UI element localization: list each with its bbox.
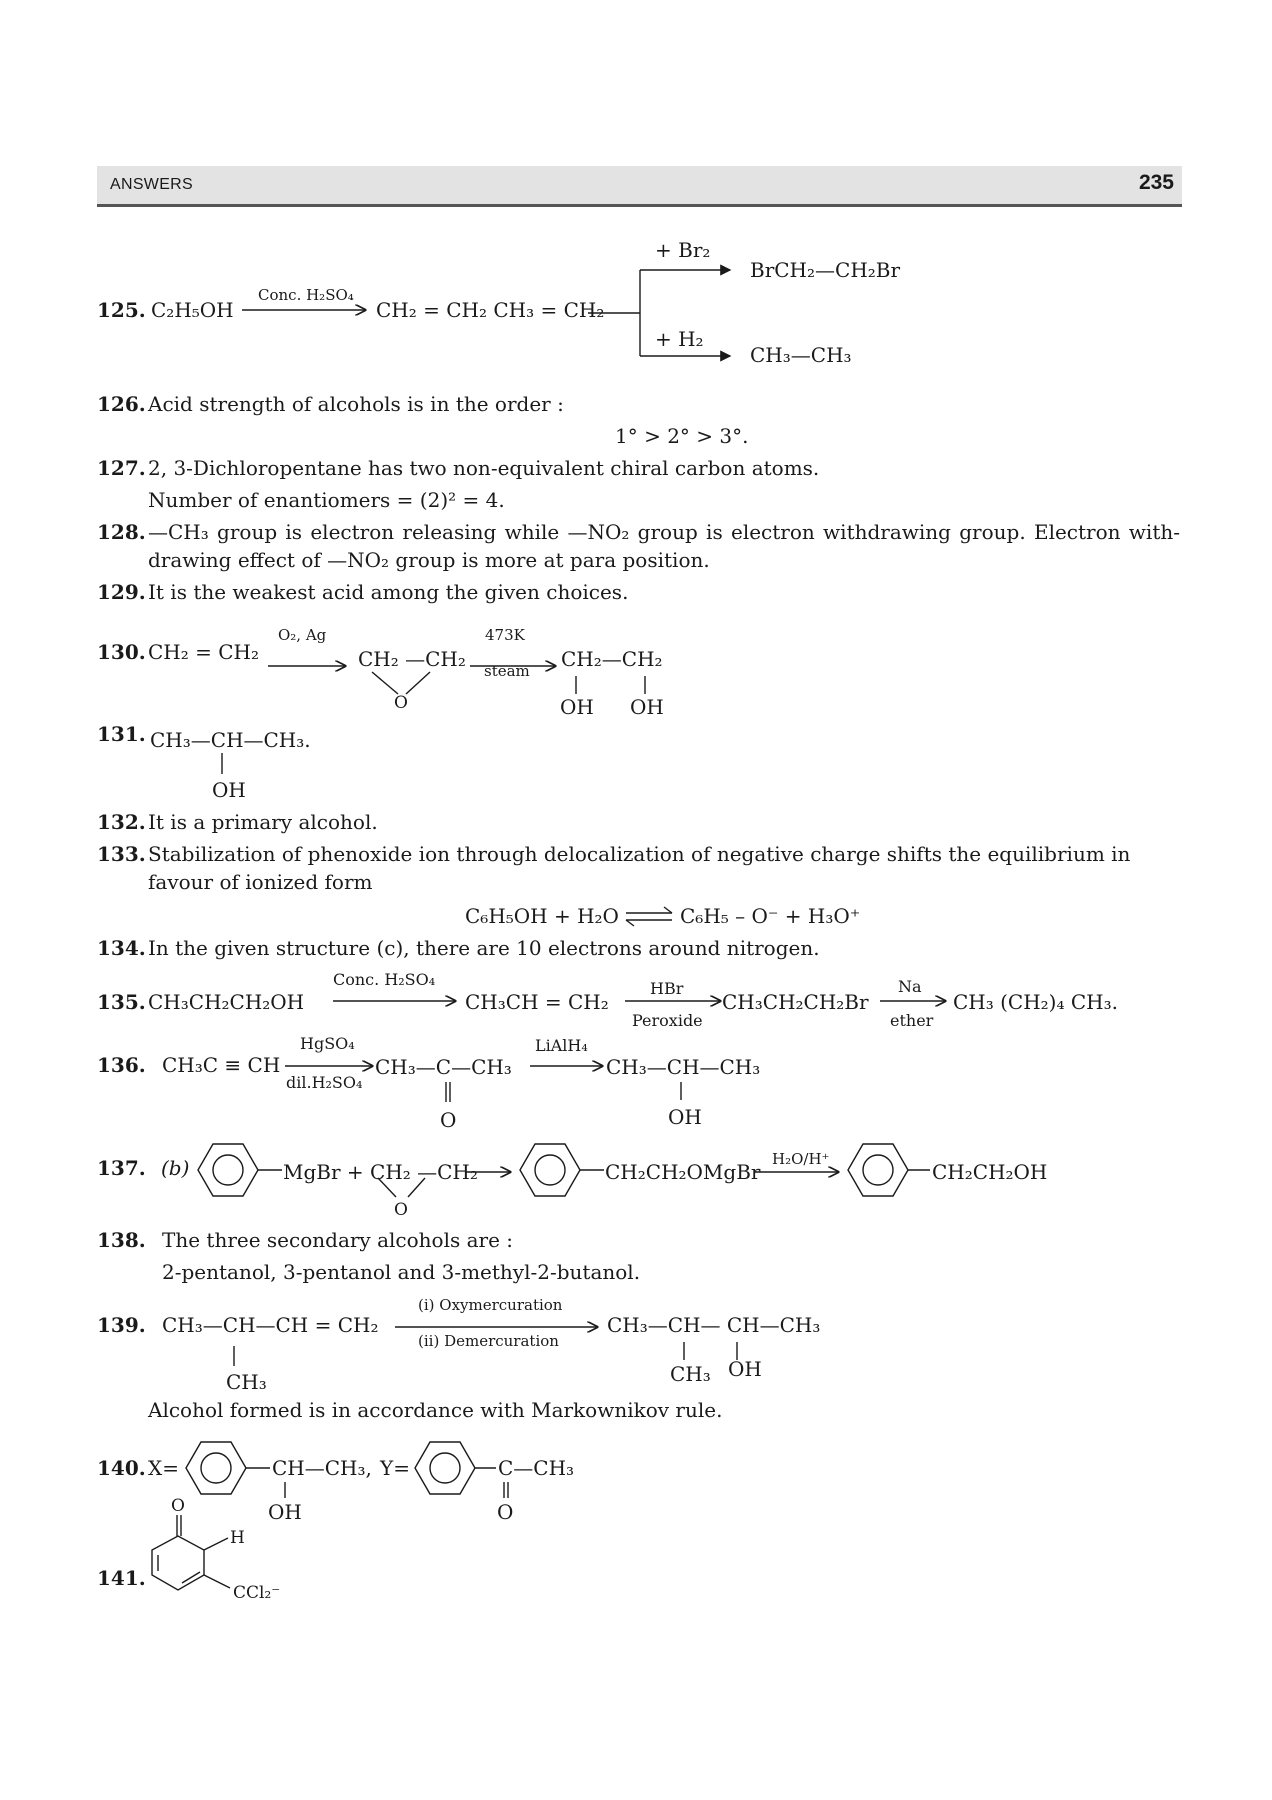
q141-oxygen: O [171, 1496, 185, 1516]
item-number: 132. [97, 810, 146, 834]
q130-epoxide-bond-right [406, 672, 430, 694]
q133-left: C₆H₅OH + H₂O [465, 904, 619, 928]
q140-benzene-circle-y [430, 1453, 460, 1483]
item-number: 131. [97, 722, 146, 746]
q135-reactant: CH₃CH₂CH₂OH [148, 990, 305, 1014]
q129-text: It is the weakest acid among the given choices. [148, 580, 629, 604]
q126-text: Acid strength of alcohols is in the order : [148, 392, 564, 416]
q141-h-bond [204, 1538, 228, 1550]
page-number: 235 [1138, 171, 1174, 194]
q136-product2: CH₃—CH—CH₃ [606, 1055, 761, 1079]
q137-benzene-ring-3 [848, 1144, 908, 1196]
item-number: 127. [97, 456, 146, 480]
q139-note: Alcohol formed is in accordance with Markownikov rule. [148, 1398, 723, 1422]
q133-eq-top-head [664, 907, 672, 913]
q137-option: (b) [161, 1156, 190, 1180]
q125-branch2-reagent: + H₂ [655, 327, 704, 351]
q140-x-chain: CH—CH₃, [272, 1456, 372, 1480]
q131-oh: OH [212, 778, 246, 802]
q139-reactant-ch3: CH₃ [226, 1370, 267, 1394]
q140-benzene-circle-x [201, 1453, 231, 1483]
item-number: 125. [97, 298, 146, 322]
section-title: ANSWERS [110, 176, 193, 193]
q135-condition2-top: HBr [650, 979, 684, 998]
q127-line2: Number of enantiomers = (2)² = 4. [148, 488, 505, 512]
q136-product1: CH₃—C—CH₃ [375, 1055, 512, 1079]
q130-condition2-bottom: steam [484, 662, 530, 680]
item-number: 139. [97, 1313, 146, 1337]
q125-reactant: C₂H₅OH [151, 298, 234, 322]
q137-part2: CH₂CH₂OMgBr [605, 1160, 761, 1184]
q140-y-o: O [497, 1500, 514, 1524]
q130-product: CH₂—CH₂ [561, 647, 663, 671]
item-number: 140. [97, 1456, 146, 1480]
q127-line1: 2, 3-Dichloropentane has two non-equivalent chiral carbon atoms. [148, 456, 820, 480]
q137-epoxide-o: O [394, 1200, 408, 1220]
q126-order: 1° > 2° > 3°. [615, 424, 749, 448]
q136-condition1-top: HgSO₄ [300, 1034, 355, 1053]
q133-eq-bottom-head [626, 920, 634, 926]
q125-condition: Conc. H₂SO₄ [258, 286, 354, 304]
q139-product-oh: OH [728, 1357, 762, 1381]
q134-text: In the given structure (c), there are 10 electrons around nitrogen. [148, 936, 820, 960]
q131-chain: CH₃—CH—CH₃. [150, 728, 311, 752]
q136-product2-oh: OH [668, 1105, 702, 1129]
item-number: 137. [97, 1156, 146, 1180]
q136-condition1-bottom: dil.H₂SO₄ [286, 1073, 363, 1092]
q130-condition1: O₂, Ag [278, 626, 327, 644]
q135-condition3-top: Na [898, 977, 922, 996]
q128-text: —CH₃ group is electron releasing while —NO₂ group is electron withdrawing group. Electron with-drawing effect of —NO₂ group is more at para position. [148, 520, 1180, 572]
q138-line2: 2-pentanol, 3-pentanol and 3-methyl-2-butanol. [162, 1260, 641, 1284]
q141-ccl2: CCl₂⁻ [233, 1583, 281, 1603]
q137-benzene-circle-2 [535, 1155, 565, 1185]
item-number: 138. [97, 1228, 146, 1252]
q139-condition-top: (i) Oxymercuration [418, 1296, 563, 1314]
q135-product3: CH₃ (CH₂)₄ CH₃. [953, 990, 1118, 1014]
q136-product1-o: O [440, 1108, 457, 1132]
q125-product: CH₂ = CH₂ CH₃ = CH₂ [376, 298, 605, 322]
q137-benzene-ring-1 [198, 1144, 258, 1196]
q139-condition-bottom: (ii) Demercuration [418, 1332, 559, 1350]
q137-condition: H₂O/H⁺ [772, 1150, 830, 1168]
q130-reactant: CH₂ = CH₂ [148, 640, 259, 664]
q140-x-oh: OH [268, 1500, 302, 1524]
q130-epoxide: CH₂ —CH₂ [358, 647, 466, 671]
q130-epoxide-o: O [394, 693, 408, 713]
q136-reactant: CH₃C ≡ CH [162, 1053, 281, 1077]
q139-reactant: CH₃—CH—CH = CH₂ [162, 1313, 379, 1337]
q140-y-label: Y= [380, 1456, 410, 1480]
item-number: 136. [97, 1053, 146, 1077]
q135-product2: CH₃CH₂CH₂Br [722, 990, 869, 1014]
q141-ccl-bond [204, 1575, 230, 1588]
item-number: 135. [97, 990, 146, 1014]
item-number: 130. [97, 640, 146, 664]
item-number: 134. [97, 936, 146, 960]
q140-x-label: X= [148, 1456, 179, 1480]
q130-oh1: OH [560, 695, 594, 719]
q135-product1: CH₃CH = CH₂ [465, 990, 609, 1014]
q135-condition2-bottom: Peroxide [632, 1011, 703, 1030]
q135-condition1: Conc. H₂SO₄ [333, 970, 436, 989]
q141-double-bond-2 [182, 1572, 200, 1583]
q133-right: C₆H₅ – O⁻ + H₃O⁺ [680, 904, 861, 928]
q137-benzene-circle-3 [863, 1155, 893, 1185]
q133-text: Stabilization of phenoxide ion through delocalization of negative charge shifts the equilibrium in favour of ionized form [148, 842, 1131, 894]
q125-branch2-product: CH₃—CH₃ [750, 343, 852, 367]
item-number: 128. [97, 520, 146, 544]
q139-product-ch3: CH₃ [670, 1362, 711, 1386]
item-number: 129. [97, 580, 146, 604]
q141-ring [152, 1536, 204, 1590]
q136-condition2: LiAlH₄ [535, 1036, 588, 1055]
q135-condition3-bottom: ether [890, 1011, 934, 1030]
q140-benzene-ring-x [186, 1442, 246, 1494]
q137-benzene-ring-2 [520, 1144, 580, 1196]
q137-benzene-circle-1 [213, 1155, 243, 1185]
q140-y-chain: C—CH₃ [498, 1456, 575, 1480]
q125-branch1-reagent: + Br₂ [655, 238, 711, 262]
item-number: 133. [97, 842, 146, 866]
item-number: 141. [97, 1566, 146, 1590]
q130-condition2-top: 473K [485, 626, 525, 644]
q139-product: CH₃—CH— CH—CH₃ [607, 1313, 821, 1337]
q125-branch1-product: BrCH₂—CH₂Br [750, 258, 901, 282]
item-number: 126. [97, 392, 146, 416]
q137-part1: MgBr + CH₂ —CH₂ [283, 1160, 478, 1184]
q141-hydrogen: H [230, 1528, 245, 1548]
q137-part3: CH₂CH₂OH [932, 1160, 1048, 1184]
q138-line1: The three secondary alcohols are : [162, 1228, 514, 1252]
q140-benzene-ring-y [415, 1442, 475, 1494]
q130-oh2: OH [630, 695, 664, 719]
q132-text: It is a primary alcohol. [148, 810, 378, 834]
